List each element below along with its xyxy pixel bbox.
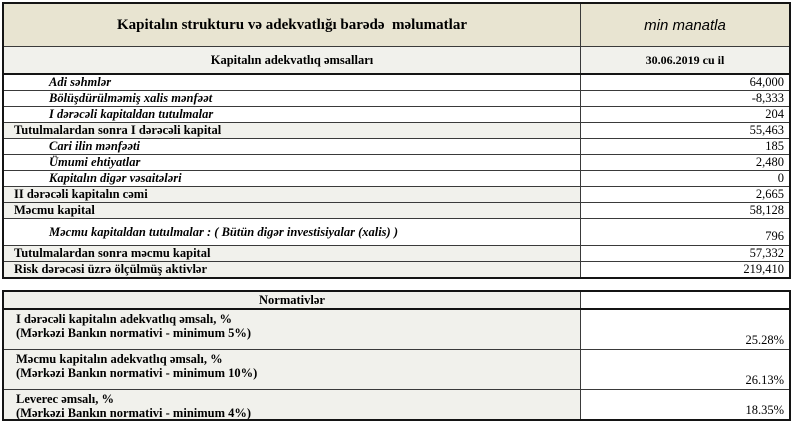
row-label: Tutulmalardan sonra I dərəcəli kapital bbox=[4, 123, 580, 138]
row-value: 58,128 bbox=[580, 203, 789, 218]
table-row bbox=[4, 186, 789, 202]
row-label bbox=[4, 310, 580, 349]
row-label: Cari ilin mənfəəti bbox=[49, 139, 140, 153]
table-row bbox=[4, 106, 789, 122]
table-row bbox=[4, 170, 789, 186]
row-label bbox=[4, 350, 580, 389]
table-row bbox=[4, 349, 789, 389]
row-value: 2,480 bbox=[580, 155, 789, 170]
unit-label: min manatla bbox=[644, 16, 726, 34]
row-label-line1: I dərəcəli kapitalın adekvatlıq əmsalı, % bbox=[16, 312, 232, 326]
page-title: Kapitalın strukturu və adekvatlığı barədə məlumatlar bbox=[117, 16, 467, 33]
row-value: 796 bbox=[580, 219, 789, 245]
row-value: 185 bbox=[580, 139, 789, 154]
table-row bbox=[4, 73, 789, 90]
row-label: Ümumi ehtiyatlar bbox=[49, 155, 141, 169]
row-label: II dərəcəli kapitalın cəmi bbox=[4, 187, 580, 202]
row-label: Məcmu kapital bbox=[4, 203, 580, 218]
table-row bbox=[4, 90, 789, 106]
table-title-cell bbox=[4, 4, 580, 46]
row-label: Məcmu kapitaldan tutulmalar : ( Bütün digər investisiyalar (xalis) ) bbox=[49, 224, 398, 239]
row-value: 64,000 bbox=[580, 75, 789, 90]
row-label-line1: Leverec əmsalı, % bbox=[16, 392, 114, 406]
row-label-line2: (Mərkəzi Bankın normativi - minimum 5%) bbox=[16, 326, 252, 340]
row-label bbox=[4, 390, 580, 419]
table-row bbox=[4, 122, 789, 138]
table-row bbox=[4, 261, 789, 277]
subheader-row bbox=[4, 46, 789, 73]
row-label-line2: (Mərkəzi Bankın normativi - minimum 4%) bbox=[16, 406, 252, 419]
row-value: 18.35% bbox=[580, 390, 789, 419]
row-value: -8,333 bbox=[580, 91, 789, 106]
row-value: 219,410 bbox=[580, 262, 789, 277]
row-label: Tutulmalardan sonra məcmu kapital bbox=[4, 246, 580, 261]
row-label: Adi səhmlər bbox=[49, 75, 112, 89]
row-label: Risk dərəcəsi üzrə ölçülmüş aktivlər bbox=[4, 262, 580, 277]
row-value: 2,665 bbox=[580, 187, 789, 202]
row-label: I dərəcəli kapitaldan tutulmalar bbox=[49, 107, 214, 121]
table-row bbox=[4, 218, 789, 245]
report-date: 30.06.2019 cu il bbox=[580, 47, 789, 73]
row-value: 204 bbox=[580, 107, 789, 122]
row-value: 57,332 bbox=[580, 246, 789, 261]
row-label: Kapitalın digər vəsaitələri bbox=[49, 171, 182, 185]
normatives-title: Normativlər bbox=[4, 292, 580, 308]
normatives-header-empty-cell bbox=[580, 292, 789, 308]
row-value: 55,463 bbox=[580, 123, 789, 138]
row-value: 0 bbox=[580, 171, 789, 186]
row-label-line2: (Mərkəzi Bankın normativi - minimum 10%) bbox=[16, 366, 258, 380]
table-row bbox=[4, 389, 789, 419]
table-row bbox=[4, 138, 789, 154]
table-row bbox=[4, 245, 789, 261]
normatives-table bbox=[2, 290, 791, 421]
row-label: Bölüşdürülməmiş xalis mənfəət bbox=[49, 91, 213, 105]
normatives-header-row bbox=[4, 292, 789, 308]
table-row bbox=[4, 308, 789, 349]
subheader-label: Kapitalın adekvatlıq əmsalları bbox=[4, 47, 580, 73]
row-value: 25.28% bbox=[580, 310, 789, 349]
row-label-line1: Məcmu kapitalın adekvatlıq əmsalı, % bbox=[16, 352, 223, 366]
unit-cell bbox=[580, 4, 789, 46]
table-header-row bbox=[4, 4, 789, 46]
table-row bbox=[4, 202, 789, 218]
row-value: 26.13% bbox=[580, 350, 789, 389]
capital-structure-table bbox=[2, 2, 791, 279]
table-row bbox=[4, 154, 789, 170]
